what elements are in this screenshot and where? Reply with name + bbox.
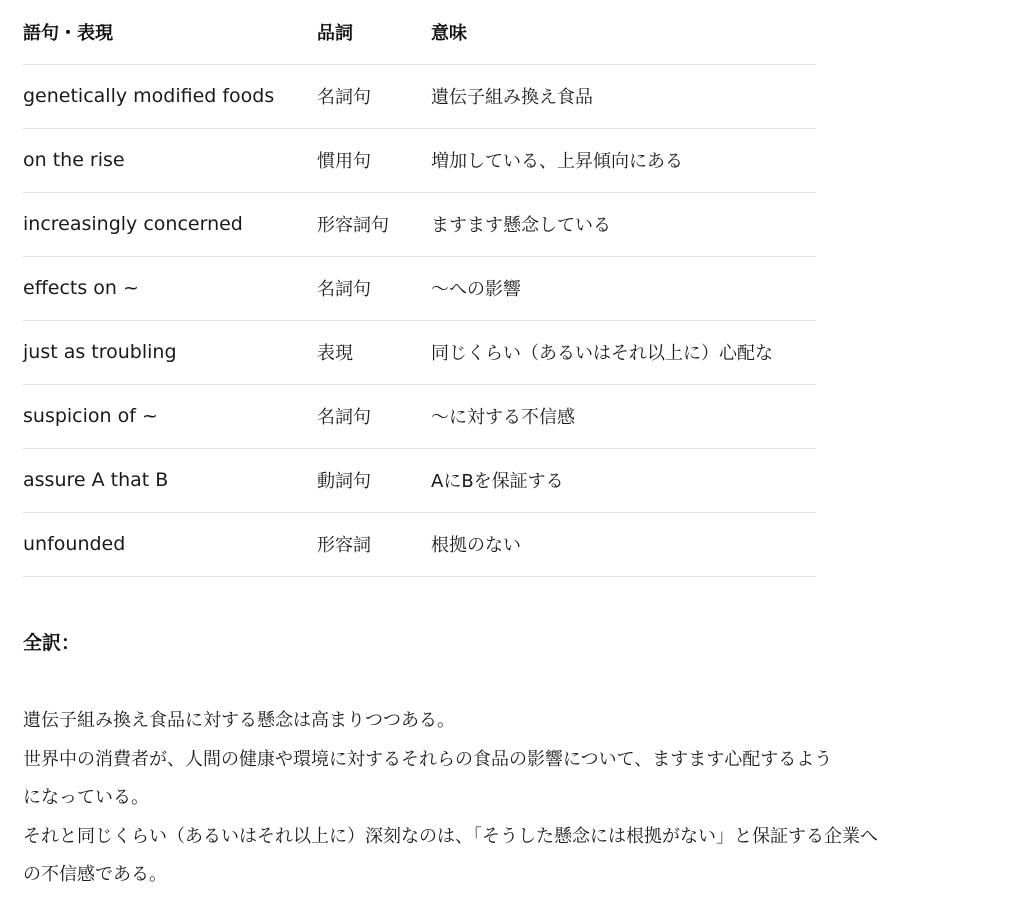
vocabulary-table xyxy=(23,0,816,577)
part-of-speech-cell: 慣用句 xyxy=(317,128,431,192)
phrase-cell: just as troubling xyxy=(23,320,317,384)
table-row xyxy=(23,320,816,384)
part-of-speech-cell: 名詞句 xyxy=(317,64,431,128)
meaning-cell: ますます懸念している xyxy=(431,192,816,256)
translation-heading: 全訳： xyxy=(23,632,81,654)
translation-text xyxy=(23,702,1018,895)
phrase-cell: on the rise xyxy=(23,128,317,192)
table-header-row xyxy=(23,0,816,64)
phrase-cell: effects on ~ xyxy=(23,256,317,320)
meaning-cell: 増加している、上昇傾向にある xyxy=(431,128,816,192)
meaning-cell: 根拠のない xyxy=(431,512,816,576)
phrase-cell: genetically modified foods xyxy=(23,64,317,128)
phrase-cell: assure A that B xyxy=(23,448,317,512)
part-of-speech-cell: 名詞句 xyxy=(317,256,431,320)
header-meaning: 意味 xyxy=(431,0,816,64)
meaning-cell: 遺伝子組み換え食品 xyxy=(431,64,816,128)
table-row xyxy=(23,256,816,320)
table-row xyxy=(23,64,816,128)
table-row xyxy=(23,512,816,576)
part-of-speech-cell: 表現 xyxy=(317,320,431,384)
translation-line: 遺伝子組み換え食品に対する懸念は高まりつつある。 xyxy=(23,710,455,731)
meaning-cell: 〜に対する不信感 xyxy=(431,384,816,448)
table-row xyxy=(23,448,816,512)
part-of-speech-cell: 形容詞句 xyxy=(317,192,431,256)
part-of-speech-cell: 形容詞 xyxy=(317,512,431,576)
header-phrase: 語句・表現 xyxy=(23,0,317,64)
translation-line: 世界中の消費者が、人間の健康や環境に対するそれらの食品の影響について、ますます心配するよう xyxy=(23,748,833,770)
header-part-of-speech: 品詞 xyxy=(317,0,431,64)
meaning-cell: AにBを保証する xyxy=(431,448,816,512)
part-of-speech-cell: 名詞句 xyxy=(317,384,431,448)
table-row xyxy=(23,384,816,448)
table-row xyxy=(23,192,816,256)
translation-line: それと同じくらい（あるいはそれ以上に）深刻なのは、「そうした懸念には根拠がない」と保証する企業へ xyxy=(23,825,878,847)
translation-line: になっている。 xyxy=(23,787,149,808)
translation-line: の不信感である。 xyxy=(23,864,167,885)
meaning-cell: 同じくらい（あるいはそれ以上に）心配な xyxy=(431,320,816,384)
table-row xyxy=(23,128,816,192)
phrase-cell: increasingly concerned xyxy=(23,192,317,256)
part-of-speech-cell: 動詞句 xyxy=(317,448,431,512)
phrase-cell: suspicion of ~ xyxy=(23,384,317,448)
phrase-cell: unfounded xyxy=(23,512,317,576)
meaning-cell: 〜への影響 xyxy=(431,256,816,320)
